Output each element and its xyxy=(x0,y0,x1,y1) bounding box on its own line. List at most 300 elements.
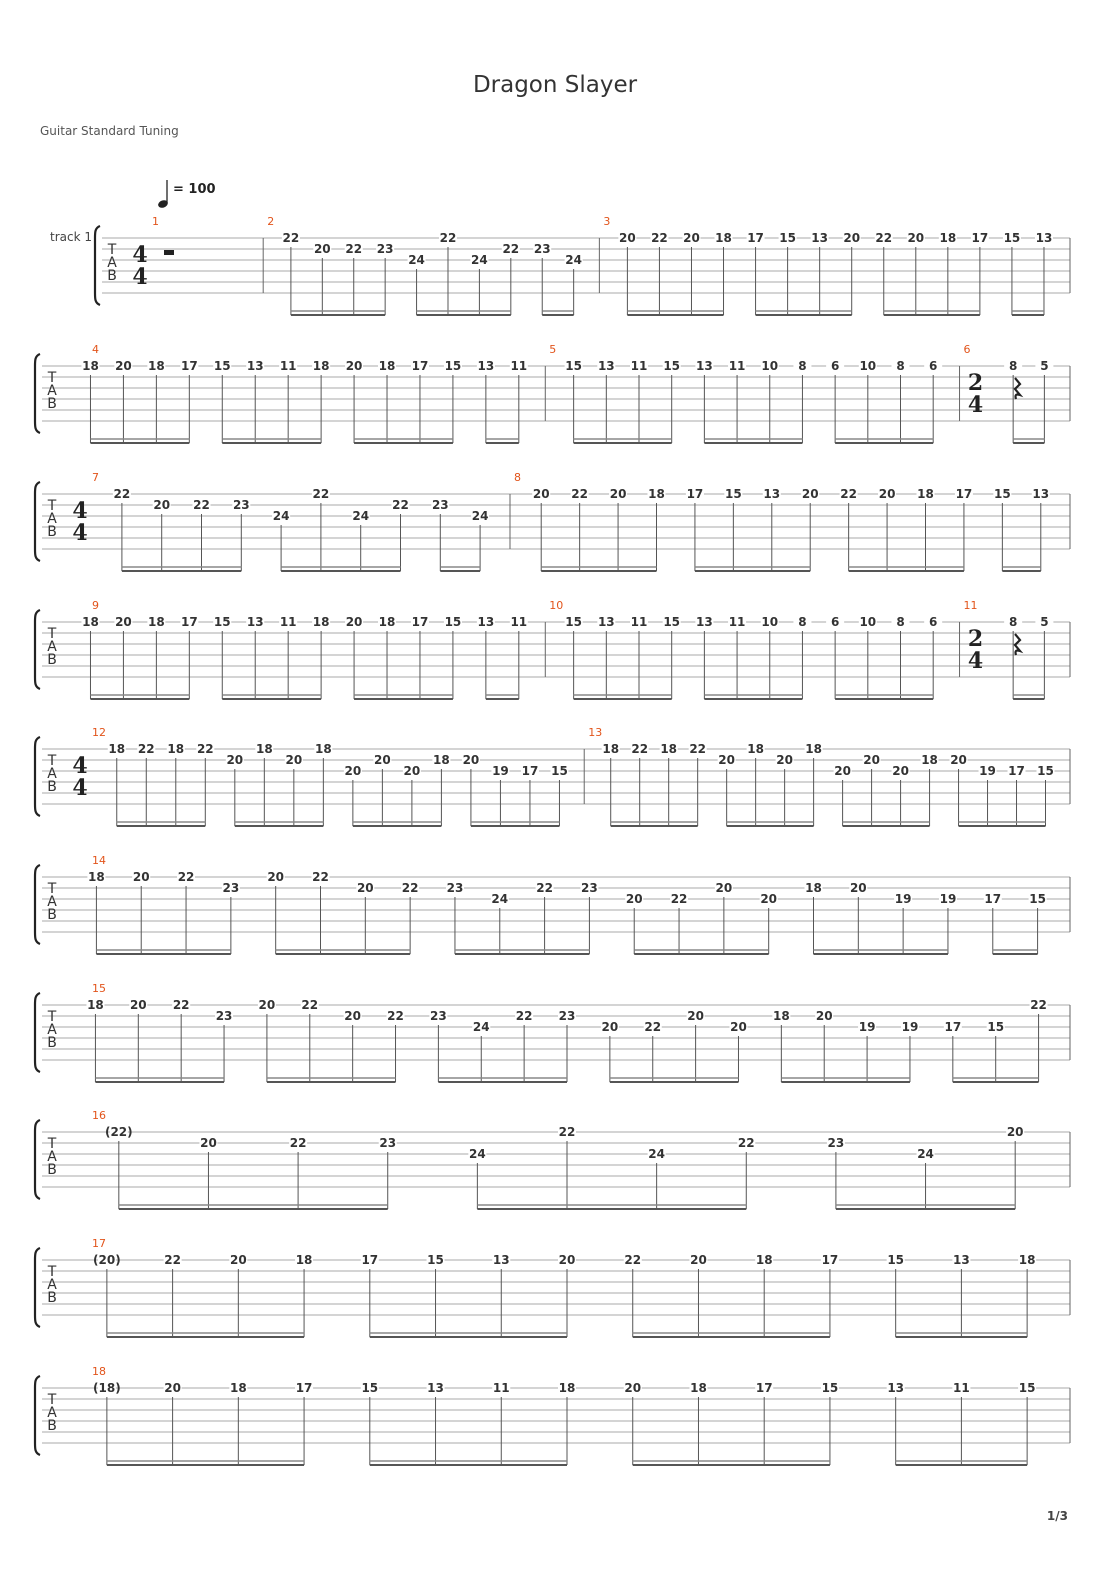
fret-number: 10 xyxy=(859,615,877,629)
fret-number: 13 xyxy=(953,1253,970,1267)
tab-letter: A xyxy=(47,511,57,527)
fret-number: 18 xyxy=(433,753,450,767)
fret-number: 22 xyxy=(624,1253,642,1267)
fret-number: 19 xyxy=(858,1020,876,1034)
fret-number: 20 xyxy=(715,881,733,895)
fret-number: 18 xyxy=(917,487,934,501)
fret-number: 22 xyxy=(387,1009,404,1023)
fret-number: 11 xyxy=(492,1381,510,1395)
system-bracket xyxy=(35,737,40,816)
time-signature-bottom: 4 xyxy=(132,264,148,290)
fret-number: 5 xyxy=(1040,615,1049,629)
tab-letter: A xyxy=(47,383,57,399)
fret-number: 20 xyxy=(200,1136,217,1150)
fret-number: 22 xyxy=(193,498,210,512)
fret-number: 18 xyxy=(82,359,99,373)
tab-letter: T xyxy=(47,881,57,897)
fret-number: 22 xyxy=(113,487,131,501)
tab-system xyxy=(35,1365,1070,1465)
fret-number: 18 xyxy=(690,1381,707,1395)
fret-number: 20 xyxy=(558,1253,576,1267)
tab-letter: T xyxy=(107,242,117,258)
fret-number: 17 xyxy=(955,487,973,501)
song-title: Dragon Slayer xyxy=(472,72,638,98)
system-bracket xyxy=(35,354,40,433)
fret-number: 8 xyxy=(798,615,807,629)
measure-number: 14 xyxy=(92,854,106,867)
fret-number: 19 xyxy=(492,764,509,778)
fret-number: 11 xyxy=(630,359,648,373)
fret-number: 20 xyxy=(834,764,851,778)
fret-number: 18 xyxy=(805,881,822,895)
fret-number: 20 xyxy=(229,1253,247,1267)
fret-number: 15 xyxy=(444,359,462,373)
tab-letter: B xyxy=(47,396,57,412)
fret-number: 22 xyxy=(137,742,155,756)
fret-number: 18 xyxy=(295,1253,313,1267)
time-signature-bottom: 4 xyxy=(72,520,88,546)
fret-number: 11 xyxy=(279,615,297,629)
fret-number: 22 xyxy=(282,231,300,245)
fret-number: 20 xyxy=(843,231,861,245)
measure-number: 1 xyxy=(152,215,159,228)
fret-number: 23 xyxy=(827,1136,845,1150)
fret-number: 18 xyxy=(108,742,126,756)
fret-number: 24 xyxy=(472,1020,490,1034)
fret-number: 17 xyxy=(411,615,429,629)
tab-letter: T xyxy=(47,626,57,642)
fret-number: 11 xyxy=(728,615,746,629)
fret-number: 17 xyxy=(984,892,1002,906)
fret-number: 11 xyxy=(510,359,528,373)
fret-number: 8 xyxy=(1008,615,1018,629)
fret-number: 13 xyxy=(1035,231,1053,245)
fret-number: 19 xyxy=(901,1020,919,1034)
fret-number: 22 xyxy=(172,998,190,1012)
fret-number: 20 xyxy=(115,615,132,629)
fret-number: 22 xyxy=(840,487,857,501)
fret-number: 22 xyxy=(439,231,457,245)
fret-number: 22 xyxy=(289,1136,307,1150)
system-bracket xyxy=(35,865,40,944)
fret-number: 13 xyxy=(811,231,829,245)
fret-number: 15 xyxy=(551,764,568,778)
measure-number: 7 xyxy=(92,471,99,484)
fret-number: 18 xyxy=(755,1253,773,1267)
fret-number: 20 xyxy=(345,615,363,629)
tab-letter: A xyxy=(47,639,57,655)
fret-number: 22 xyxy=(301,998,319,1012)
fret-number: 22 xyxy=(875,231,893,245)
fret-number: 20 xyxy=(153,498,171,512)
fret-number: 23 xyxy=(215,1009,233,1023)
measure-number: 9 xyxy=(92,599,99,612)
fret-number: 20 xyxy=(619,231,636,245)
fret-number: 13 xyxy=(492,1253,510,1267)
fret-number: 13 xyxy=(1032,487,1050,501)
fret-number: 17 xyxy=(361,1253,379,1267)
fret-number: 15 xyxy=(663,359,681,373)
fret-number: 18 xyxy=(921,753,938,767)
fret-number: 17 xyxy=(821,1253,839,1267)
fret-number: 20 xyxy=(601,1020,619,1034)
fret-number: 18 xyxy=(648,487,665,501)
fret-number: 6 xyxy=(929,615,938,629)
fret-number: 20 xyxy=(690,1253,707,1267)
fret-number: 20 xyxy=(718,753,736,767)
fret-number: 18 xyxy=(1018,1253,1036,1267)
fret-number: 20 xyxy=(344,1009,362,1023)
fret-number: 20 xyxy=(863,753,880,767)
fret-number: 22 xyxy=(401,881,419,895)
tab-letter: T xyxy=(47,753,57,769)
tab-letter: T xyxy=(47,1136,57,1152)
fret-number: 11 xyxy=(953,1381,970,1395)
fret-number: 18 xyxy=(255,742,273,756)
fret-number: 20 xyxy=(374,753,391,767)
fret-number: 15 xyxy=(1018,1381,1036,1395)
system-bracket xyxy=(35,482,40,561)
fret-number: 22 xyxy=(644,1020,662,1034)
fret-number: 20 xyxy=(687,1009,704,1023)
system-bracket xyxy=(35,610,40,689)
fret-number: 20 xyxy=(258,998,276,1012)
fret-number: 8 xyxy=(896,359,905,373)
fret-number: 20 xyxy=(267,870,285,884)
fret-number: 18 xyxy=(167,742,185,756)
fret-number: 13 xyxy=(696,615,713,629)
fret-number: 20 xyxy=(730,1020,747,1034)
fret-number: 18 xyxy=(148,615,165,629)
fret-number: 15 xyxy=(1037,764,1054,778)
fret-number: 22 xyxy=(312,487,330,501)
fret-number: 17 xyxy=(944,1020,962,1034)
fret-number: 22 xyxy=(312,870,329,884)
fret-number: 24 xyxy=(648,1147,665,1161)
fret-number: 22 xyxy=(571,487,588,501)
tab-letter: A xyxy=(47,1149,57,1165)
fret-number: 10 xyxy=(761,615,779,629)
system-bracket xyxy=(35,1376,40,1455)
measure-number: 3 xyxy=(603,215,611,228)
tab-letter: A xyxy=(47,894,57,910)
tab-letter: T xyxy=(47,370,57,386)
time-signature-top: 2 xyxy=(967,626,984,652)
fret-number: 22 xyxy=(502,242,520,256)
fret-number: 19 xyxy=(979,764,996,778)
fret-number: 24 xyxy=(565,253,583,267)
time-signature-top: 4 xyxy=(132,242,148,268)
fret-number: 20 xyxy=(625,892,643,906)
measure-number: 10 xyxy=(549,599,564,612)
tab-letter: A xyxy=(47,1277,57,1293)
fret-number: 22 xyxy=(164,1253,181,1267)
fret-number: 18 xyxy=(87,998,104,1012)
fret-number: 23 xyxy=(431,498,449,512)
fret-number: 20 xyxy=(624,1381,642,1395)
fret-number: 22 xyxy=(345,242,363,256)
measure-number: 8 xyxy=(514,471,521,484)
fret-number: 11 xyxy=(728,359,746,373)
fret-number: 24 xyxy=(352,509,370,523)
fret-number: 22 xyxy=(651,231,668,245)
fret-number: 8 xyxy=(1008,359,1018,373)
fret-number: 24 xyxy=(471,253,488,267)
measure-number: 11 xyxy=(963,599,978,612)
time-signature-bottom: 4 xyxy=(967,392,984,418)
fret-number: 15 xyxy=(213,359,231,373)
fret-number: 23 xyxy=(430,1009,447,1023)
fret-number: 13 xyxy=(477,359,495,373)
measure-number: 16 xyxy=(92,1109,106,1122)
fret-number: 10 xyxy=(761,359,779,373)
fret-number: 22 xyxy=(392,498,409,512)
tab-letter: T xyxy=(47,1392,57,1408)
fret-number: 23 xyxy=(581,881,598,895)
fret-number: 20 xyxy=(226,753,244,767)
tempo-value: = 100 xyxy=(173,182,216,197)
fret-number: 18 xyxy=(315,742,332,756)
system-bracket xyxy=(35,993,40,1072)
fret-number: 13 xyxy=(696,359,713,373)
fret-number: 15 xyxy=(565,615,582,629)
fret-number: 22 xyxy=(177,870,195,884)
fret-number: 20 xyxy=(285,753,303,767)
fret-number: 23 xyxy=(558,1009,576,1023)
fret-number: 22 xyxy=(1030,998,1047,1012)
tab-system xyxy=(35,1109,1070,1209)
tab-system xyxy=(35,726,1070,826)
fret-number: 17 xyxy=(180,359,198,373)
tab-letter: A xyxy=(107,255,117,271)
fret-number: 15 xyxy=(887,1253,905,1267)
fret-number: 20 xyxy=(356,881,374,895)
fret-number: 20 xyxy=(609,487,627,501)
fret-number: 17 xyxy=(747,231,764,245)
fret-number: 18 xyxy=(312,359,330,373)
fret-number: 18 xyxy=(378,359,396,373)
fret-number: 22 xyxy=(631,742,649,756)
fret-number: 15 xyxy=(994,487,1011,501)
fret-number: 22 xyxy=(558,1125,576,1139)
measure-number: 4 xyxy=(92,343,99,356)
tab-system xyxy=(35,471,1070,571)
tab-system xyxy=(50,215,1070,315)
fret-number: 15 xyxy=(213,615,231,629)
tab-letter: B xyxy=(107,268,117,284)
fret-number: 24 xyxy=(272,509,290,523)
fret-number: 20 xyxy=(532,487,550,501)
fret-number: (22) xyxy=(104,1125,133,1139)
fret-number: 18 xyxy=(378,615,396,629)
measure-number: 18 xyxy=(92,1365,106,1378)
fret-number: 20 xyxy=(345,359,363,373)
fret-number: 17 xyxy=(521,764,539,778)
tab-system xyxy=(35,599,1070,699)
tab-letter: B xyxy=(47,524,57,540)
tab-letter: A xyxy=(47,1022,57,1038)
track-label: track 1 xyxy=(50,230,92,244)
tab-letter: B xyxy=(47,1035,57,1051)
tab-system xyxy=(35,1237,1070,1337)
fret-number: 20 xyxy=(344,764,362,778)
fret-number: 20 xyxy=(129,998,147,1012)
fret-number: 13 xyxy=(597,359,615,373)
fret-number: 20 xyxy=(849,881,867,895)
fret-number: 22 xyxy=(737,1136,755,1150)
fret-number: 18 xyxy=(715,231,732,245)
system-bracket xyxy=(95,226,100,305)
fret-number: 22 xyxy=(515,1009,533,1023)
fret-number: 13 xyxy=(246,359,264,373)
fret-number: 17 xyxy=(971,231,989,245)
fret-number: 23 xyxy=(232,498,250,512)
tab-letter: B xyxy=(47,652,57,668)
measure-number: 12 xyxy=(92,726,106,739)
fret-number: 20 xyxy=(683,231,700,245)
rest-symbol xyxy=(164,250,174,255)
fret-number: 18 xyxy=(82,615,99,629)
tab-letter: A xyxy=(47,766,57,782)
fret-number: 19 xyxy=(939,892,957,906)
fret-number: 11 xyxy=(279,359,297,373)
tab-letter: B xyxy=(47,907,57,923)
fret-number: 20 xyxy=(950,753,967,767)
fret-number: 13 xyxy=(763,487,781,501)
fret-number: 23 xyxy=(376,242,394,256)
fret-number: 15 xyxy=(821,1381,839,1395)
fret-number: 18 xyxy=(88,870,105,884)
fret-number: 20 xyxy=(878,487,896,501)
fret-number: 17 xyxy=(1008,764,1025,778)
fret-number: 17 xyxy=(411,359,429,373)
fret-number: 18 xyxy=(148,359,165,373)
fret-number: 13 xyxy=(477,615,495,629)
fret-number: 15 xyxy=(565,359,582,373)
fret-number: 13 xyxy=(597,615,615,629)
measure-number: 6 xyxy=(963,343,971,356)
fret-number: 18 xyxy=(772,1009,790,1023)
fret-number: 13 xyxy=(427,1381,444,1395)
fret-number: 19 xyxy=(894,892,912,906)
tab-letter: A xyxy=(47,1405,57,1421)
tab-system xyxy=(35,854,1070,954)
fret-number: 6 xyxy=(830,615,840,629)
tab-letter: B xyxy=(47,1290,57,1306)
fret-number: 13 xyxy=(246,615,264,629)
fret-number: 24 xyxy=(408,253,425,267)
time-signature-top: 4 xyxy=(72,753,88,779)
measure-number: 5 xyxy=(549,343,557,356)
fret-number: 23 xyxy=(533,242,551,256)
tab-letter: T xyxy=(47,1264,57,1280)
fret-number: 22 xyxy=(670,892,688,906)
fret-number: 8 xyxy=(798,359,807,373)
fret-number: 11 xyxy=(510,615,528,629)
fret-number: 6 xyxy=(929,359,938,373)
fret-number: 20 xyxy=(907,231,925,245)
measure-number: 13 xyxy=(588,726,603,739)
fret-number: 15 xyxy=(361,1381,379,1395)
fret-number: 20 xyxy=(760,892,778,906)
fret-number: 23 xyxy=(446,881,464,895)
fret-number: 24 xyxy=(469,1147,486,1161)
fret-number: 8 xyxy=(896,615,905,629)
fret-number: 20 xyxy=(776,753,793,767)
fret-number: 15 xyxy=(1029,892,1046,906)
fret-number: 18 xyxy=(747,742,764,756)
time-signature-bottom: 4 xyxy=(967,648,984,674)
fret-number: 18 xyxy=(805,742,822,756)
tab-letter: B xyxy=(47,1162,57,1178)
tab-system xyxy=(35,982,1070,1082)
fret-number: 15 xyxy=(1003,231,1021,245)
fret-number: 18 xyxy=(602,742,620,756)
system-bracket xyxy=(35,1248,40,1327)
fret-number: 20 xyxy=(313,242,331,256)
tab-letter: T xyxy=(47,1009,57,1025)
fret-number: 20 xyxy=(801,487,819,501)
fret-number: 18 xyxy=(939,231,957,245)
fret-number: 15 xyxy=(725,487,742,501)
tab-letter: B xyxy=(47,1418,57,1434)
fret-number: 18 xyxy=(558,1381,576,1395)
tab-system xyxy=(35,343,1070,443)
fret-number: 13 xyxy=(887,1381,905,1395)
fret-number: 15 xyxy=(427,1253,444,1267)
fret-number: 20 xyxy=(403,764,421,778)
fret-number: 22 xyxy=(689,742,707,756)
fret-number: 20 xyxy=(164,1381,181,1395)
measure-number: 17 xyxy=(92,1237,106,1250)
fret-number: 23 xyxy=(379,1136,397,1150)
time-signature-top: 4 xyxy=(72,498,88,524)
fret-number: 20 xyxy=(115,359,132,373)
fret-number: 17 xyxy=(180,615,198,629)
fret-number: 15 xyxy=(663,615,681,629)
page-number: 1/3 xyxy=(1046,1509,1068,1523)
fret-number: 5 xyxy=(1040,359,1049,373)
fret-number: 6 xyxy=(830,359,840,373)
tuning-label: Guitar Standard Tuning xyxy=(40,124,179,138)
tab-letter: B xyxy=(47,779,57,795)
fret-number: 18 xyxy=(229,1381,247,1395)
fret-number: 15 xyxy=(444,615,462,629)
fret-number: 20 xyxy=(132,870,150,884)
fret-number: 20 xyxy=(1006,1125,1024,1139)
fret-number: 17 xyxy=(686,487,704,501)
fret-number: 17 xyxy=(295,1381,313,1395)
fret-number: (20) xyxy=(93,1253,121,1267)
fret-number: 22 xyxy=(196,742,214,756)
fret-number: 15 xyxy=(779,231,796,245)
fret-number: 24 xyxy=(491,892,509,906)
system-bracket xyxy=(35,1120,40,1199)
fret-number: 22 xyxy=(536,881,553,895)
measure-number: 15 xyxy=(92,982,106,995)
fret-number: 18 xyxy=(660,742,678,756)
fret-number: 17 xyxy=(755,1381,773,1395)
fret-number: 24 xyxy=(471,509,489,523)
fret-number: (18) xyxy=(93,1381,121,1395)
fret-number: 20 xyxy=(892,764,909,778)
fret-number: 18 xyxy=(312,615,330,629)
measure-number: 2 xyxy=(267,215,275,228)
fret-number: 24 xyxy=(917,1147,934,1161)
tab-letter: T xyxy=(47,498,57,514)
time-signature-top: 2 xyxy=(967,370,984,396)
fret-number: 23 xyxy=(222,881,240,895)
